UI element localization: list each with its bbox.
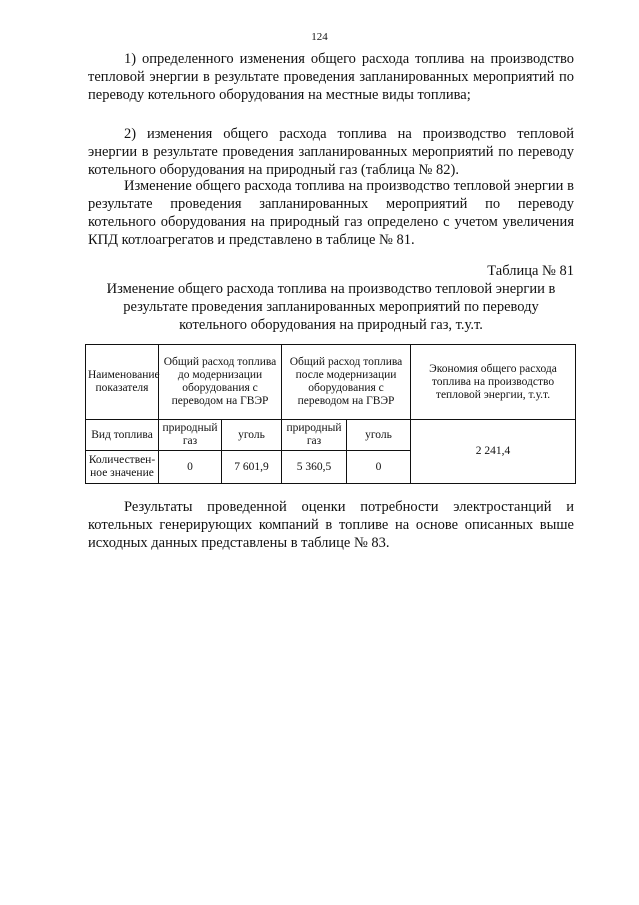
value-after-gas: 5 360,5 (282, 451, 347, 484)
value-before-coal: 7 601,9 (222, 451, 282, 484)
table-caption: Изменение общего расхода топлива на производство тепловой энергии в результате проведения запланированных мероприятий по переводу котельного оборудования на природный газ, т.у.т. (106, 281, 556, 333)
table-label: Таблица № 81 (487, 263, 574, 279)
table-row (86, 420, 576, 451)
fuel-before-gas: природный газ (159, 420, 222, 451)
value-after-coal: 0 (347, 451, 411, 484)
header-before: Общий расход топлива до модернизации оборудования с переводом на ГВЭР (159, 345, 282, 420)
table-header-row (86, 345, 576, 420)
fuel-after-coal: уголь (347, 420, 411, 451)
fuel-after-gas: природный газ (282, 420, 347, 451)
fuel-type-label: Вид топлива (86, 420, 159, 451)
header-indicator: Наименование показателя (86, 345, 159, 420)
fuel-before-coal: уголь (222, 420, 282, 451)
page-number: 124 (311, 31, 328, 43)
paragraph-2: 2) изменения общего расхода топлива на производство тепловой энергии в результате проведения запланированных мероприятий по переводу котельного оборудования на природный газ (таблица № 82). (88, 126, 574, 178)
fuel-consumption-table (85, 344, 576, 484)
header-after: Общий расход топлива после модернизации оборудования с переводом на ГВЭР (282, 345, 411, 420)
paragraph-3: Изменение общего расхода топлива на производство тепловой энергии в результате проведения запланированных мероприятий по переводу котельного оборудования на природный газ определено с учетом увеличения КПД котлоагрегатов и представлено в таблице № 81. (88, 178, 574, 248)
paragraph-4: Результаты проведенной оценки потребности электростанций и котельных генерирующих компаний в топливе на основе описанных выше исходных данных представлены в таблице № 83. (88, 499, 574, 551)
savings-value: 2 241,4 (411, 420, 576, 484)
value-before-gas: 0 (159, 451, 222, 484)
header-savings: Экономия общего расхода топлива на производство тепловой энергии, т.у.т. (411, 345, 576, 420)
paragraph-1: 1) определенного изменения общего расхода топлива на производство тепловой энергии в результате проведения запланированных мероприятий по переводу котельного оборудования на местные виды топлива; (88, 51, 574, 103)
quantity-label: Количествен-ное значение (86, 451, 159, 484)
